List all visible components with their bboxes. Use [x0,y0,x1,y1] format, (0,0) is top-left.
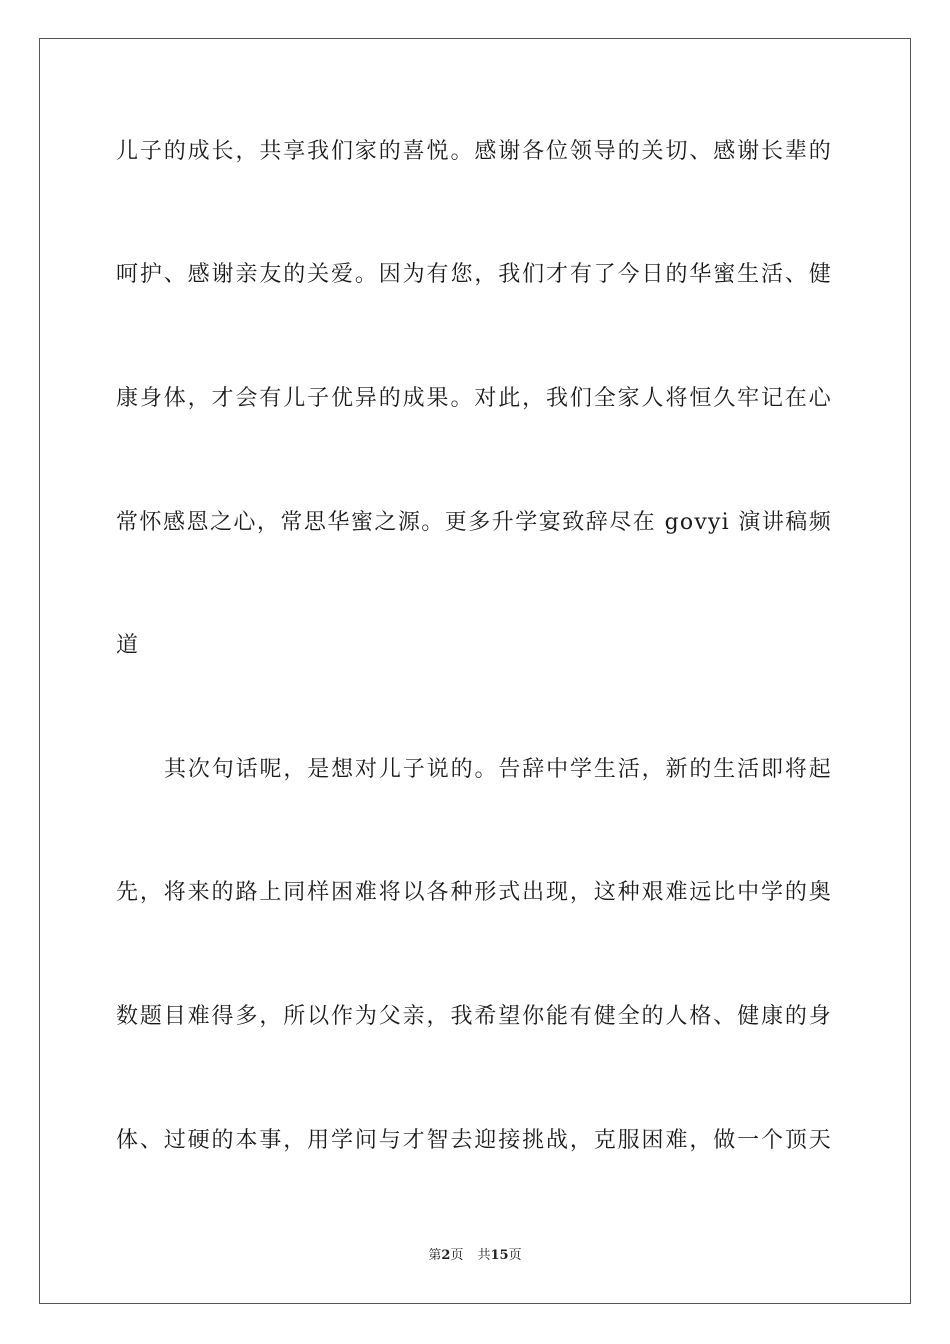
page-footer [0,1247,950,1265]
body-text-line: 康身体，才会有儿子优异的成果。对此，我们全家人将恒久牢记在心 [116,386,832,411]
page-border [39,38,911,1304]
body-text-line: 先，将来的路上同样困难将以各种形式出现，这种艰难远比中学的奥 [116,880,832,905]
page-number: 2 [441,1248,451,1263]
total-prefix: 共 [477,1248,491,1263]
body-text-line: 数题目难得多，所以作为父亲，我希望你能有健全的人格、健康的身 [116,1004,832,1029]
body-text-line: 道 [116,633,140,658]
paragraph-first-line: 其次句话呢，是想对儿子说的。告辞中学生活，新的生活即将起 [164,757,832,782]
body-text-line: 儿子的成长，共享我们家的喜悦。感谢各位领导的关切、感谢长辈的 [116,139,832,164]
body-text-line: 呵护、感谢亲友的关爱。因为有您，我们才有了今日的华蜜生活、健 [116,262,832,287]
page-suffix: 页 [450,1248,464,1263]
total-pages: 15 [490,1248,509,1263]
body-text-line: 体、过硬的本事，用学问与才智去迎接挑战，克服困难，做一个顶天 [116,1128,832,1153]
body-text-line: 常怀感恩之心，常思华蜜之源。更多升学宴致辞尽在 govyi 演讲稿频 [116,510,832,535]
page-prefix: 第 [428,1248,442,1263]
total-suffix: 页 [508,1248,522,1263]
